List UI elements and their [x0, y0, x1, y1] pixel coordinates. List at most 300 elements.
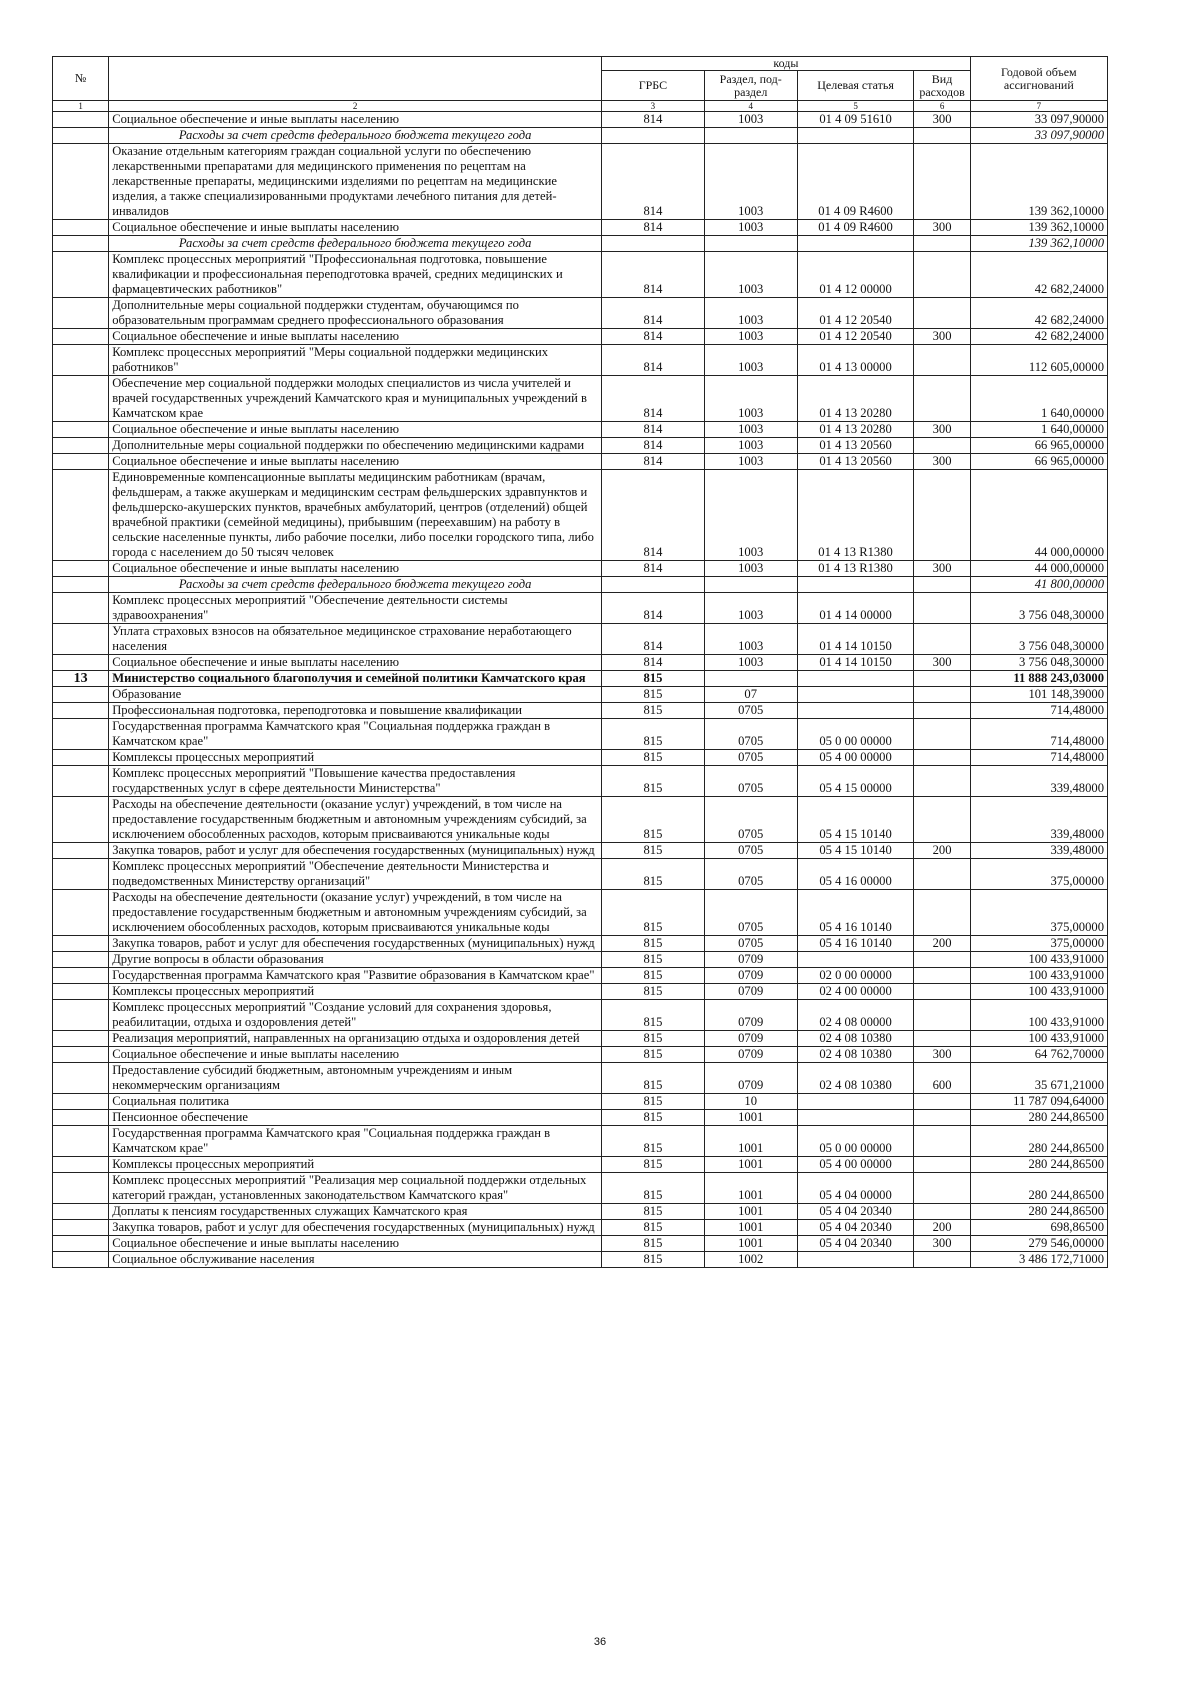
item-name-cell: Социальное обеспечение и иные выплаты населению: [109, 561, 602, 577]
exp-type-cell: [914, 671, 970, 687]
item-name-cell: Реализация мероприятий, направленных на организацию отдыха и оздоровления детей: [109, 1031, 602, 1047]
item-name-cell: Социальное обеспечение и иные выплаты населению: [109, 329, 602, 345]
exp-type-cell: [914, 719, 970, 750]
item-name-cell: Комплексы процессных мероприятий: [109, 1157, 602, 1173]
grbs-cell: 815: [602, 750, 705, 766]
exp-type-cell: [914, 797, 970, 843]
exp-type-cell: [914, 859, 970, 890]
table-row: [53, 797, 1108, 843]
amount-cell: 280 244,86500: [970, 1173, 1107, 1204]
section-cell: 1001: [704, 1126, 797, 1157]
table-row: [53, 1220, 1108, 1236]
exp-type-cell: [914, 1110, 970, 1126]
amount-cell: 41 800,00000: [970, 577, 1107, 593]
item-name-cell: Социальное обеспечение и иные выплаты населению: [109, 454, 602, 470]
grbs-cell: 814: [602, 624, 705, 655]
exp-type-cell: 300: [914, 329, 970, 345]
target-cell: 05 4 15 10140: [797, 843, 914, 859]
table-body: [53, 112, 1108, 1268]
section-cell: 1003: [704, 220, 797, 236]
section-cell: 0705: [704, 703, 797, 719]
row-number-cell: [53, 1204, 109, 1220]
amount-cell: 3 486 172,71000: [970, 1252, 1107, 1268]
section-cell: 1001: [704, 1110, 797, 1126]
row-number-cell: [53, 703, 109, 719]
table-row: [53, 422, 1108, 438]
section-cell: 1003: [704, 112, 797, 128]
section-cell: 07: [704, 687, 797, 703]
table-row: [53, 112, 1108, 128]
section-cell: 0705: [704, 890, 797, 936]
table-row: [53, 298, 1108, 329]
row-number-cell: [53, 766, 109, 797]
grbs-cell: 815: [602, 1094, 705, 1110]
item-name-cell: Государственная программа Камчатского края "Социальная поддержка граждан в Камчатском крае": [109, 1126, 602, 1157]
exp-type-cell: [914, 1252, 970, 1268]
grbs-cell: 815: [602, 1204, 705, 1220]
table-row: [53, 1031, 1108, 1047]
table-row: [53, 843, 1108, 859]
exp-type-cell: 300: [914, 220, 970, 236]
item-name-cell: Социальная политика: [109, 1094, 602, 1110]
amount-cell: 100 433,91000: [970, 1031, 1107, 1047]
table-row: [53, 766, 1108, 797]
amount-cell: 11 888 243,03000: [970, 671, 1107, 687]
amount-cell: 112 605,00000: [970, 345, 1107, 376]
amount-cell: 375,00000: [970, 890, 1107, 936]
amount-cell: 139 362,10000: [970, 144, 1107, 220]
amount-cell: 42 682,24000: [970, 252, 1107, 298]
item-name-cell: Уплата страховых взносов на обязательное медицинское страхование неработающего населения: [109, 624, 602, 655]
row-number-cell: [53, 797, 109, 843]
amount-cell: 139 362,10000: [970, 236, 1107, 252]
grbs-cell: 815: [602, 1236, 705, 1252]
table-row: [53, 719, 1108, 750]
table-row: [53, 1126, 1108, 1157]
exp-type-cell: [914, 952, 970, 968]
grbs-cell: 815: [602, 968, 705, 984]
row-number-cell: [53, 144, 109, 220]
exp-type-cell: [914, 1157, 970, 1173]
section-cell: 1003: [704, 454, 797, 470]
exp-type-cell: [914, 470, 970, 561]
grbs-cell: 815: [602, 952, 705, 968]
item-name-cell: Социальное обеспечение и иные выплаты населению: [109, 112, 602, 128]
amount-cell: 698,86500: [970, 1220, 1107, 1236]
grbs-cell: 815: [602, 797, 705, 843]
section-cell: 1003: [704, 345, 797, 376]
target-cell: 05 0 00 00000: [797, 719, 914, 750]
amount-cell: 35 671,21000: [970, 1063, 1107, 1094]
target-cell: 01 4 12 20540: [797, 298, 914, 329]
target-cell: 01 4 14 00000: [797, 593, 914, 624]
section-cell: 1003: [704, 470, 797, 561]
exp-type-cell: [914, 345, 970, 376]
exp-type-cell: [914, 236, 970, 252]
table-row: [53, 561, 1108, 577]
target-cell: 05 4 16 10140: [797, 890, 914, 936]
amount-cell: 714,48000: [970, 719, 1107, 750]
grbs-cell: 815: [602, 766, 705, 797]
section-cell: 0709: [704, 1031, 797, 1047]
item-name-cell: Комплекс процессных мероприятий "Обеспечение деятельности системы здравоохранения": [109, 593, 602, 624]
table-row: [53, 1110, 1108, 1126]
grbs-cell: 814: [602, 329, 705, 345]
grbs-cell: 815: [602, 890, 705, 936]
section-cell: 1003: [704, 329, 797, 345]
item-name-cell: Расходы на обеспечение деятельности (оказание услуг) учреждений, в том числе на предоставление государственным бюджетным и автономным учреждениям субсидий, за исключением обособленных расходов, которым присваиваются уникальные коды: [109, 797, 602, 843]
target-cell: 01 4 14 10150: [797, 624, 914, 655]
amount-cell: 66 965,00000: [970, 438, 1107, 454]
exp-type-cell: [914, 298, 970, 329]
item-name-cell: Государственная программа Камчатского края "Развитие образования в Камчатском крае": [109, 968, 602, 984]
target-cell: 05 4 16 00000: [797, 859, 914, 890]
row-number-cell: [53, 687, 109, 703]
section-cell: 0705: [704, 859, 797, 890]
item-name-cell: Социальное обслуживание населения: [109, 1252, 602, 1268]
exp-type-cell: [914, 750, 970, 766]
amount-cell: 100 433,91000: [970, 968, 1107, 984]
exp-type-cell: [914, 968, 970, 984]
row-number-cell: [53, 128, 109, 144]
amount-cell: 280 244,86500: [970, 1204, 1107, 1220]
grbs-cell: 815: [602, 1252, 705, 1268]
row-number-cell: [53, 624, 109, 655]
item-name-cell: Социальное обеспечение и иные выплаты населению: [109, 422, 602, 438]
table-row: [53, 1204, 1108, 1220]
target-cell: 01 4 13 R1380: [797, 561, 914, 577]
section-cell: 0709: [704, 1000, 797, 1031]
table-row: [53, 624, 1108, 655]
item-name-cell: Расходы за счет средств федерального бюджета текущего года: [109, 128, 602, 144]
table-row: [53, 144, 1108, 220]
grbs-cell: 815: [602, 703, 705, 719]
header-name: [109, 57, 602, 101]
amount-cell: 375,00000: [970, 859, 1107, 890]
grbs-cell: [602, 577, 705, 593]
exp-type-cell: [914, 376, 970, 422]
grbs-cell: 815: [602, 1157, 705, 1173]
grbs-cell: 815: [602, 719, 705, 750]
item-name-cell: Социальное обеспечение и иные выплаты населению: [109, 1047, 602, 1063]
grbs-cell: 815: [602, 859, 705, 890]
row-number-cell: [53, 298, 109, 329]
grbs-cell: 814: [602, 470, 705, 561]
row-number-cell: [53, 750, 109, 766]
section-cell: 1003: [704, 593, 797, 624]
header-codes: коды: [602, 57, 971, 71]
amount-cell: 280 244,86500: [970, 1157, 1107, 1173]
table-row: [53, 952, 1108, 968]
target-cell: 05 0 00 00000: [797, 1126, 914, 1157]
target-cell: [797, 577, 914, 593]
table-row: [53, 345, 1108, 376]
row-number-cell: [53, 936, 109, 952]
table-row: [53, 1000, 1108, 1031]
table-row: [53, 454, 1108, 470]
exp-type-cell: [914, 577, 970, 593]
row-number-cell: [53, 438, 109, 454]
item-name-cell: Комплекс процессных мероприятий "Повышение качества предоставления государственных услуг в сфере деятельности Министерства": [109, 766, 602, 797]
page-number: 36: [593, 1636, 607, 1648]
amount-cell: 714,48000: [970, 750, 1107, 766]
item-name-cell: Комплекс процессных мероприятий "Обеспечение деятельности Министерства и подведомственных Министерству организаций": [109, 859, 602, 890]
section-cell: 1003: [704, 252, 797, 298]
table-row: [53, 128, 1108, 144]
section-cell: 0709: [704, 968, 797, 984]
target-cell: 01 4 13 00000: [797, 345, 914, 376]
table-row: [53, 236, 1108, 252]
item-name-cell: Оказание отдельным категориям граждан социальной услуги по обеспечению лекарственными препаратами для медицинского применения по рецептам на лекарственные препараты, медицинскими изделиями по рецептам на медицинские изделия, а также специализированными продуктами лечебного питания для детей-инвалидов: [109, 144, 602, 220]
row-number-cell: [53, 1047, 109, 1063]
header-section: Раздел, под-раздел: [704, 71, 797, 101]
exp-type-cell: 200: [914, 1220, 970, 1236]
exp-type-cell: [914, 252, 970, 298]
header-exp-type: Вид расходов: [914, 71, 970, 101]
exp-type-cell: [914, 1000, 970, 1031]
grbs-cell: 814: [602, 438, 705, 454]
item-name-cell: Другие вопросы в области образования: [109, 952, 602, 968]
row-number-cell: [53, 1094, 109, 1110]
table-row: [53, 859, 1108, 890]
section-cell: 0705: [704, 936, 797, 952]
row-number-cell: [53, 859, 109, 890]
row-number-cell: [53, 345, 109, 376]
table-row: [53, 1252, 1108, 1268]
target-cell: 02 4 08 10380: [797, 1063, 914, 1094]
amount-cell: 339,48000: [970, 766, 1107, 797]
grbs-cell: 815: [602, 1063, 705, 1094]
section-cell: 1003: [704, 298, 797, 329]
target-cell: [797, 236, 914, 252]
exp-type-cell: 300: [914, 561, 970, 577]
item-name-cell: Пенсионное обеспечение: [109, 1110, 602, 1126]
section-cell: 1001: [704, 1204, 797, 1220]
target-cell: 05 4 00 00000: [797, 750, 914, 766]
exp-type-cell: [914, 1094, 970, 1110]
grbs-cell: 815: [602, 1126, 705, 1157]
header-no: №: [53, 57, 109, 101]
target-cell: 05 4 00 00000: [797, 1157, 914, 1173]
section-cell: 1003: [704, 422, 797, 438]
amount-cell: 280 244,86500: [970, 1110, 1107, 1126]
section-cell: 0709: [704, 984, 797, 1000]
table-row: [53, 968, 1108, 984]
table-row: [53, 329, 1108, 345]
item-name-cell: Дополнительные меры социальной поддержки по обеспечению медицинскими кадрами: [109, 438, 602, 454]
row-number-cell: [53, 561, 109, 577]
item-name-cell: Расходы за счет средств федерального бюджета текущего года: [109, 236, 602, 252]
amount-cell: 139 362,10000: [970, 220, 1107, 236]
exp-type-cell: [914, 1173, 970, 1204]
table-row: [53, 1047, 1108, 1063]
grbs-cell: 814: [602, 220, 705, 236]
exp-type-cell: [914, 624, 970, 655]
item-name-cell: Комплекс процессных мероприятий "Меры социальной поддержки медицинских работников": [109, 345, 602, 376]
section-cell: 0705: [704, 750, 797, 766]
row-number-cell: [53, 577, 109, 593]
amount-cell: 11 787 094,64000: [970, 1094, 1107, 1110]
amount-cell: 3 756 048,30000: [970, 593, 1107, 624]
grbs-cell: 814: [602, 422, 705, 438]
grbs-cell: 814: [602, 144, 705, 220]
col-number: 2: [109, 101, 602, 112]
item-name-cell: Государственная программа Камчатского края "Социальная поддержка граждан в Камчатском крае": [109, 719, 602, 750]
item-name-cell: Предоставление субсидий бюджетным, автономным учреждениям и иным некоммерческим организациям: [109, 1063, 602, 1094]
target-cell: 01 4 12 00000: [797, 252, 914, 298]
row-number-cell: [53, 843, 109, 859]
col-number: 3: [602, 101, 705, 112]
item-name-cell: Закупка товаров, работ и услуг для обеспечения государственных (муниципальных) нужд: [109, 1220, 602, 1236]
exp-type-cell: [914, 766, 970, 797]
amount-cell: 100 433,91000: [970, 1000, 1107, 1031]
amount-cell: 101 148,39000: [970, 687, 1107, 703]
grbs-cell: 815: [602, 984, 705, 1000]
target-cell: 05 4 04 20340: [797, 1204, 914, 1220]
exp-type-cell: 300: [914, 454, 970, 470]
target-cell: 01 4 13 20560: [797, 438, 914, 454]
target-cell: 02 4 08 10380: [797, 1031, 914, 1047]
amount-cell: 100 433,91000: [970, 984, 1107, 1000]
amount-cell: 64 762,70000: [970, 1047, 1107, 1063]
row-number-cell: [53, 220, 109, 236]
table-row: [53, 593, 1108, 624]
amount-cell: 66 965,00000: [970, 454, 1107, 470]
row-number-cell: [53, 655, 109, 671]
item-name-cell: Комплексы процессных мероприятий: [109, 750, 602, 766]
row-number-cell: [53, 1000, 109, 1031]
exp-type-cell: 300: [914, 422, 970, 438]
grbs-cell: [602, 128, 705, 144]
row-number-cell: [53, 1110, 109, 1126]
grbs-cell: 815: [602, 1173, 705, 1204]
exp-type-cell: [914, 438, 970, 454]
row-number-cell: [53, 422, 109, 438]
target-cell: [797, 703, 914, 719]
amount-cell: 1 640,00000: [970, 422, 1107, 438]
grbs-cell: 814: [602, 561, 705, 577]
amount-cell: 44 000,00000: [970, 470, 1107, 561]
section-cell: 1003: [704, 561, 797, 577]
table-row: [53, 984, 1108, 1000]
exp-type-cell: 200: [914, 936, 970, 952]
amount-cell: 375,00000: [970, 936, 1107, 952]
item-name-cell: Профессиональная подготовка, переподготовка и повышение квалификации: [109, 703, 602, 719]
item-name-cell: Дополнительные меры социальной поддержки студентам, обучающимся по образовательным программам среднего профессионального образования: [109, 298, 602, 329]
row-number-cell: [53, 984, 109, 1000]
target-cell: 02 4 08 00000: [797, 1000, 914, 1031]
row-number-cell: 13: [53, 671, 109, 687]
item-name-cell: Социальное обеспечение и иные выплаты населению: [109, 655, 602, 671]
amount-cell: 339,48000: [970, 843, 1107, 859]
amount-cell: 1 640,00000: [970, 376, 1107, 422]
exp-type-cell: 300: [914, 1047, 970, 1063]
amount-cell: 44 000,00000: [970, 561, 1107, 577]
item-name-cell: Министерство социального благополучия и семейной политики Камчатского края: [109, 671, 602, 687]
table-row: [53, 252, 1108, 298]
grbs-cell: 815: [602, 1047, 705, 1063]
table-row: [53, 438, 1108, 454]
item-name-cell: Единовременные компенсационные выплаты медицинским работникам (врачам, фельдшерам, а также акушеркам и медицинским сестрам фельдшерских здравпунктов и фельдшерско-акушерских пунктов, врачебных амбулаторий, центров (отделений) общей врачебной практики (семейной медицины), прибывшим (переехавшим) на работу в сельские населенные пункты, либо рабочие поселки, либо поселки городского типа, либо города с населением до 50 тысяч человек: [109, 470, 602, 561]
section-cell: [704, 128, 797, 144]
col-number: 1: [53, 101, 109, 112]
target-cell: 02 4 00 00000: [797, 984, 914, 1000]
amount-cell: 42 682,24000: [970, 298, 1107, 329]
table-row: [53, 687, 1108, 703]
section-cell: [704, 236, 797, 252]
target-cell: [797, 1110, 914, 1126]
section-cell: 1001: [704, 1157, 797, 1173]
table-row: [53, 750, 1108, 766]
exp-type-cell: [914, 1126, 970, 1157]
amount-cell: 3 756 048,30000: [970, 655, 1107, 671]
target-cell: 05 4 04 20340: [797, 1236, 914, 1252]
item-name-cell: Обеспечение мер социальной поддержки молодых специалистов из числа учителей и врачей государственных учреждений Камчатского края и муниципальных учреждений в Камчатском крае: [109, 376, 602, 422]
exp-type-cell: [914, 1204, 970, 1220]
grbs-cell: 814: [602, 655, 705, 671]
row-number-cell: [53, 1063, 109, 1094]
item-name-cell: Социальное обеспечение и иные выплаты населению: [109, 220, 602, 236]
target-cell: 02 0 00 00000: [797, 968, 914, 984]
row-number-cell: [53, 593, 109, 624]
section-cell: 0709: [704, 1047, 797, 1063]
section-cell: 0705: [704, 797, 797, 843]
section-cell: [704, 671, 797, 687]
target-cell: [797, 671, 914, 687]
grbs-cell: 815: [602, 1220, 705, 1236]
target-cell: 01 4 12 20540: [797, 329, 914, 345]
target-cell: 05 4 15 10140: [797, 797, 914, 843]
target-cell: 01 4 09 51610: [797, 112, 914, 128]
header-target: Целевая статья: [797, 71, 914, 101]
amount-cell: 280 244,86500: [970, 1126, 1107, 1157]
section-cell: 1003: [704, 376, 797, 422]
table-row: [53, 1063, 1108, 1094]
table-row: [53, 1236, 1108, 1252]
grbs-cell: [602, 236, 705, 252]
grbs-cell: 814: [602, 345, 705, 376]
item-name-cell: Расходы за счет средств федерального бюджета текущего года: [109, 577, 602, 593]
target-cell: 05 4 15 00000: [797, 766, 914, 797]
item-name-cell: Расходы на обеспечение деятельности (оказание услуг) учреждений, в том числе на предоставление государственным бюджетным и автономным учреждениям субсидий, за исключением обособленных расходов, которым присваиваются уникальные коды: [109, 890, 602, 936]
amount-cell: 339,48000: [970, 797, 1107, 843]
target-cell: 01 4 14 10150: [797, 655, 914, 671]
row-number-cell: [53, 1157, 109, 1173]
section-cell: [704, 577, 797, 593]
table-row: [53, 577, 1108, 593]
col-number: 7: [970, 101, 1107, 112]
target-cell: [797, 1094, 914, 1110]
section-cell: 10: [704, 1094, 797, 1110]
row-number-cell: [53, 719, 109, 750]
table-row: [53, 1094, 1108, 1110]
exp-type-cell: [914, 703, 970, 719]
amount-cell: 3 756 048,30000: [970, 624, 1107, 655]
section-cell: 1003: [704, 438, 797, 454]
exp-type-cell: 300: [914, 655, 970, 671]
target-cell: [797, 128, 914, 144]
exp-type-cell: 200: [914, 843, 970, 859]
col-number: 4: [704, 101, 797, 112]
amount-cell: 279 546,00000: [970, 1236, 1107, 1252]
col-number: 5: [797, 101, 914, 112]
item-name-cell: Закупка товаров, работ и услуг для обеспечения государственных (муниципальных) нужд: [109, 843, 602, 859]
row-number-cell: [53, 236, 109, 252]
target-cell: [797, 687, 914, 703]
grbs-cell: 815: [602, 687, 705, 703]
grbs-cell: 815: [602, 1031, 705, 1047]
col-number: 6: [914, 101, 970, 112]
